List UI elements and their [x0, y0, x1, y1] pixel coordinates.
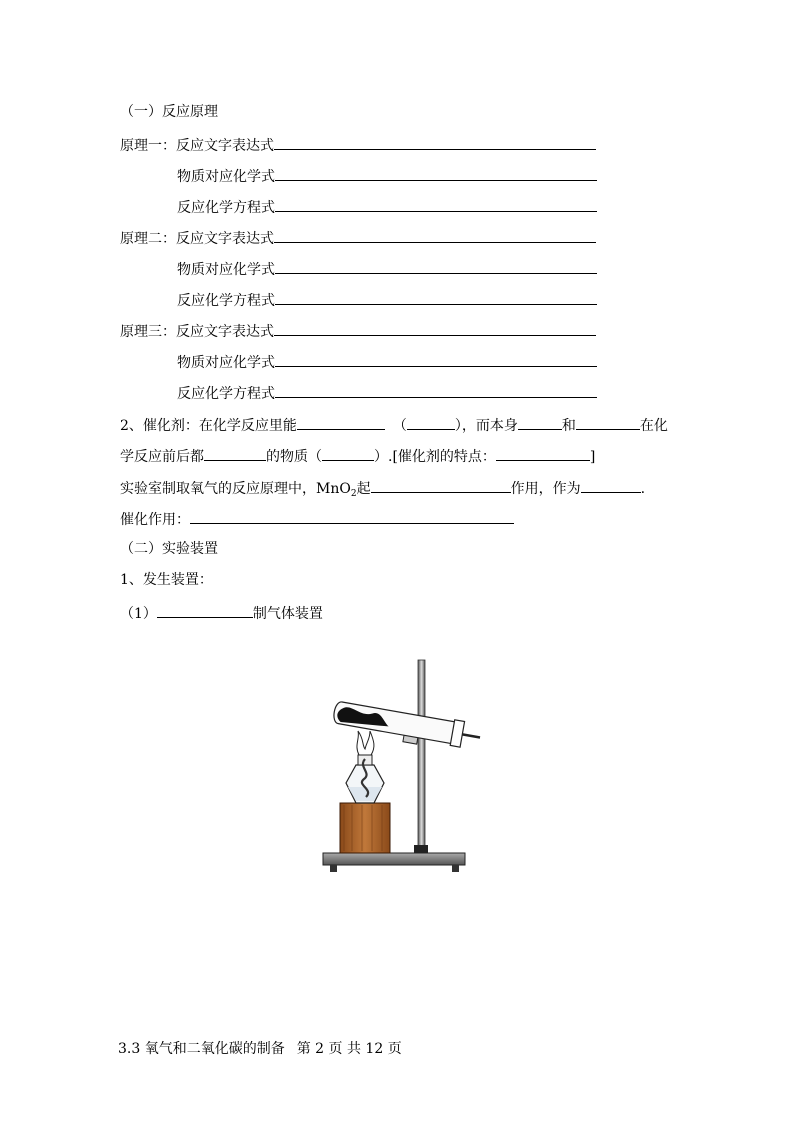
gas-generation-apparatus-illustration [318, 655, 488, 880]
section-title-reaction-principle: （一）反应原理 [120, 104, 218, 120]
catalyst-text: 实验室制取氧气的反应原理中，MnO [120, 481, 351, 497]
catalyst-line-2 [120, 445, 595, 465]
fill-blank[interactable] [297, 414, 385, 430]
fill-blank[interactable] [275, 289, 597, 305]
catalyst-text: 的物质（ [266, 449, 322, 465]
fill-blank[interactable] [576, 414, 640, 430]
catalyst-text: 作用，作为 [510, 481, 581, 497]
sub-item-text: 制气体装置 [252, 606, 323, 622]
catalyst-text: 学反应前后都 [120, 449, 204, 465]
principle-2-row-2 [177, 258, 597, 278]
flame [357, 731, 374, 755]
wooden-block [340, 803, 390, 853]
row-label: 反应化学方程式 [177, 386, 275, 402]
catalyst-line-3 [120, 477, 645, 497]
catalyst-text: 和 [561, 418, 576, 434]
principle-2-row-1 [120, 227, 596, 247]
row-label: 反应文字表达式 [176, 138, 274, 154]
fill-blank[interactable] [581, 477, 641, 493]
fill-blank[interactable] [275, 196, 597, 212]
principle-1-row-3 [177, 196, 597, 216]
catalyst-text: 2、催化剂：在化学反应里能 [120, 418, 297, 434]
row-label: 物质对应化学式 [177, 169, 275, 185]
fill-blank[interactable] [322, 445, 374, 461]
row-label: 反应化学方程式 [177, 200, 275, 216]
fill-blank[interactable] [275, 165, 597, 181]
delivery-tube [462, 734, 480, 737]
row-label: 反应文字表达式 [176, 324, 274, 340]
row-label: 反应文字表达式 [176, 231, 274, 247]
fill-blank[interactable] [204, 445, 266, 461]
section-title-apparatus: （二）实验装置 [120, 541, 218, 557]
item-generation-device: 1、发生装置： [120, 572, 213, 588]
fill-blank[interactable] [371, 477, 511, 493]
row-label: 反应化学方程式 [177, 293, 275, 309]
catalyst-line-4 [120, 508, 514, 528]
sub-item-number: （1） [120, 606, 157, 622]
catalyst-text: 起 [356, 481, 371, 497]
pole-foot [414, 845, 428, 853]
fill-blank[interactable] [157, 602, 253, 618]
fill-blank[interactable] [275, 382, 597, 398]
fill-blank[interactable] [190, 508, 514, 524]
fill-blank[interactable] [407, 414, 455, 430]
fill-blank[interactable] [274, 227, 596, 243]
fill-blank[interactable] [274, 320, 596, 336]
fill-blank[interactable] [496, 445, 590, 461]
subscript: 2 [350, 489, 357, 499]
principle-2-row-3 [177, 289, 597, 309]
catalyst-text: . [640, 481, 646, 497]
sub-item-1 [120, 602, 323, 622]
catalyst-text: 催化作用： [120, 512, 190, 528]
catalyst-text: （ [392, 418, 407, 434]
principle-label: 原理一： [120, 138, 176, 154]
row-label: 物质对应化学式 [177, 355, 275, 371]
fill-blank[interactable] [274, 134, 596, 150]
footer-chapter: 3.3 氧气和二氧化碳的制备 [118, 1041, 285, 1057]
fill-blank[interactable] [275, 258, 597, 274]
principle-3-row-3 [177, 382, 597, 402]
base-foot [330, 865, 337, 872]
catalyst-text: ] [589, 449, 596, 465]
fill-blank[interactable] [275, 351, 597, 367]
fill-blank[interactable] [518, 414, 562, 430]
principle-1-row-2 [177, 165, 597, 185]
principle-1-row-1 [120, 134, 596, 154]
page-footer [118, 1039, 402, 1059]
principle-label: 原理三： [120, 324, 176, 340]
principle-3-row-2 [177, 351, 597, 371]
principle-label: 原理二： [120, 231, 176, 247]
stand-base [323, 853, 465, 865]
principle-3-row-1 [120, 320, 596, 340]
catalyst-line-1 [120, 414, 668, 434]
catalyst-text: 在化 [639, 418, 668, 434]
stand-pole [418, 660, 425, 850]
base-foot [452, 865, 459, 872]
catalyst-text: ）.[催化剂的特点： [374, 449, 496, 465]
catalyst-text: ），而本身 [454, 418, 518, 434]
row-label: 物质对应化学式 [177, 262, 275, 278]
footer-page-number: 第 2 页 共 12 页 [296, 1041, 402, 1057]
